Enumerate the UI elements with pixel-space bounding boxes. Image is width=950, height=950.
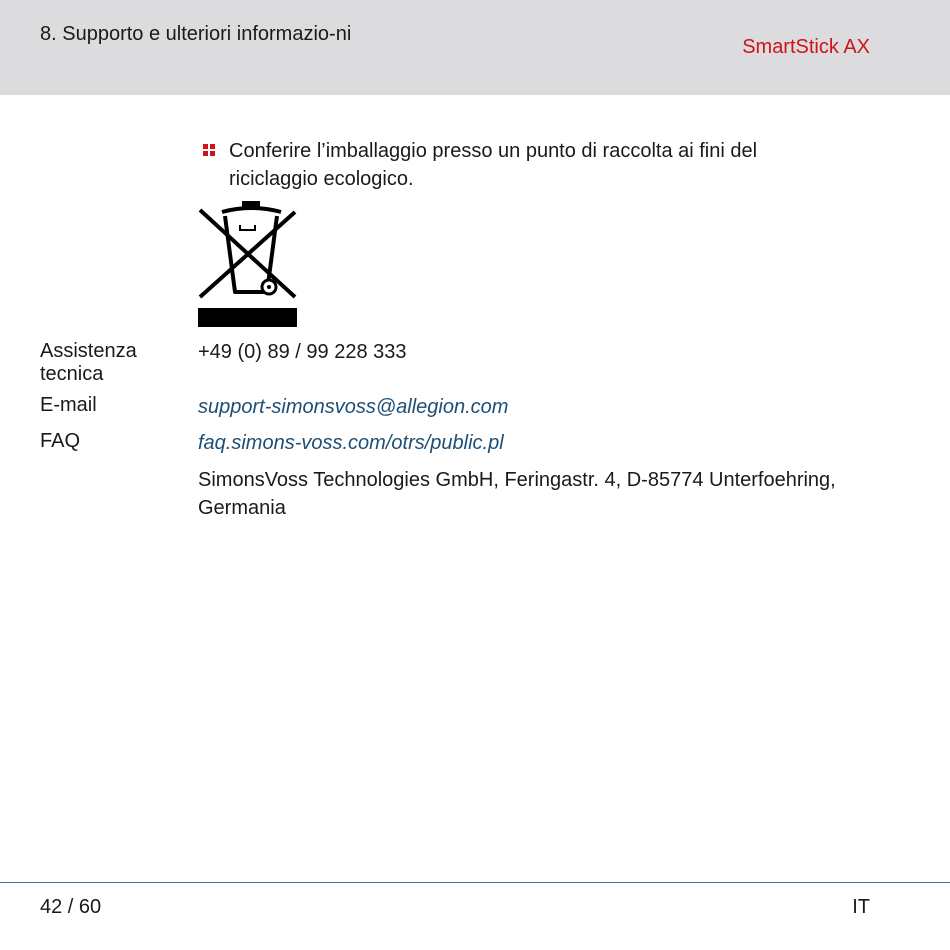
product-name: SmartStick AX bbox=[742, 36, 870, 58]
section-title: 8. Supporto e ulteriori informazio-ni bbox=[40, 23, 352, 45]
company-address: SimonsVoss Technologies GmbH, Feringastr. 4, D-85774 Unterfoehring, Germania bbox=[198, 469, 836, 519]
faq-label: FAQ bbox=[40, 430, 81, 452]
support-phone: +49 (0) 89 / 99 228 333 bbox=[198, 341, 407, 363]
language-code: IT bbox=[852, 896, 870, 918]
page-number: 42 / 60 bbox=[40, 896, 102, 918]
email-label: E-mail bbox=[40, 394, 97, 416]
support-label: Assistenza tecnica bbox=[40, 340, 137, 385]
recycling-instruction: Conferire l’imballaggio presso un punto di raccolta ai fini del riciclaggio ecologico. bbox=[229, 140, 758, 190]
footer-divider bbox=[0, 882, 950, 883]
support-email-link[interactable]: support-simonsvoss@allegion.com bbox=[198, 396, 509, 418]
faq-link[interactable]: faq.simons-voss.com/otrs/public.pl bbox=[198, 432, 504, 454]
weee-crossed-bin-icon bbox=[197, 200, 299, 330]
page-header bbox=[0, 0, 950, 95]
bullet-icon bbox=[203, 144, 215, 156]
